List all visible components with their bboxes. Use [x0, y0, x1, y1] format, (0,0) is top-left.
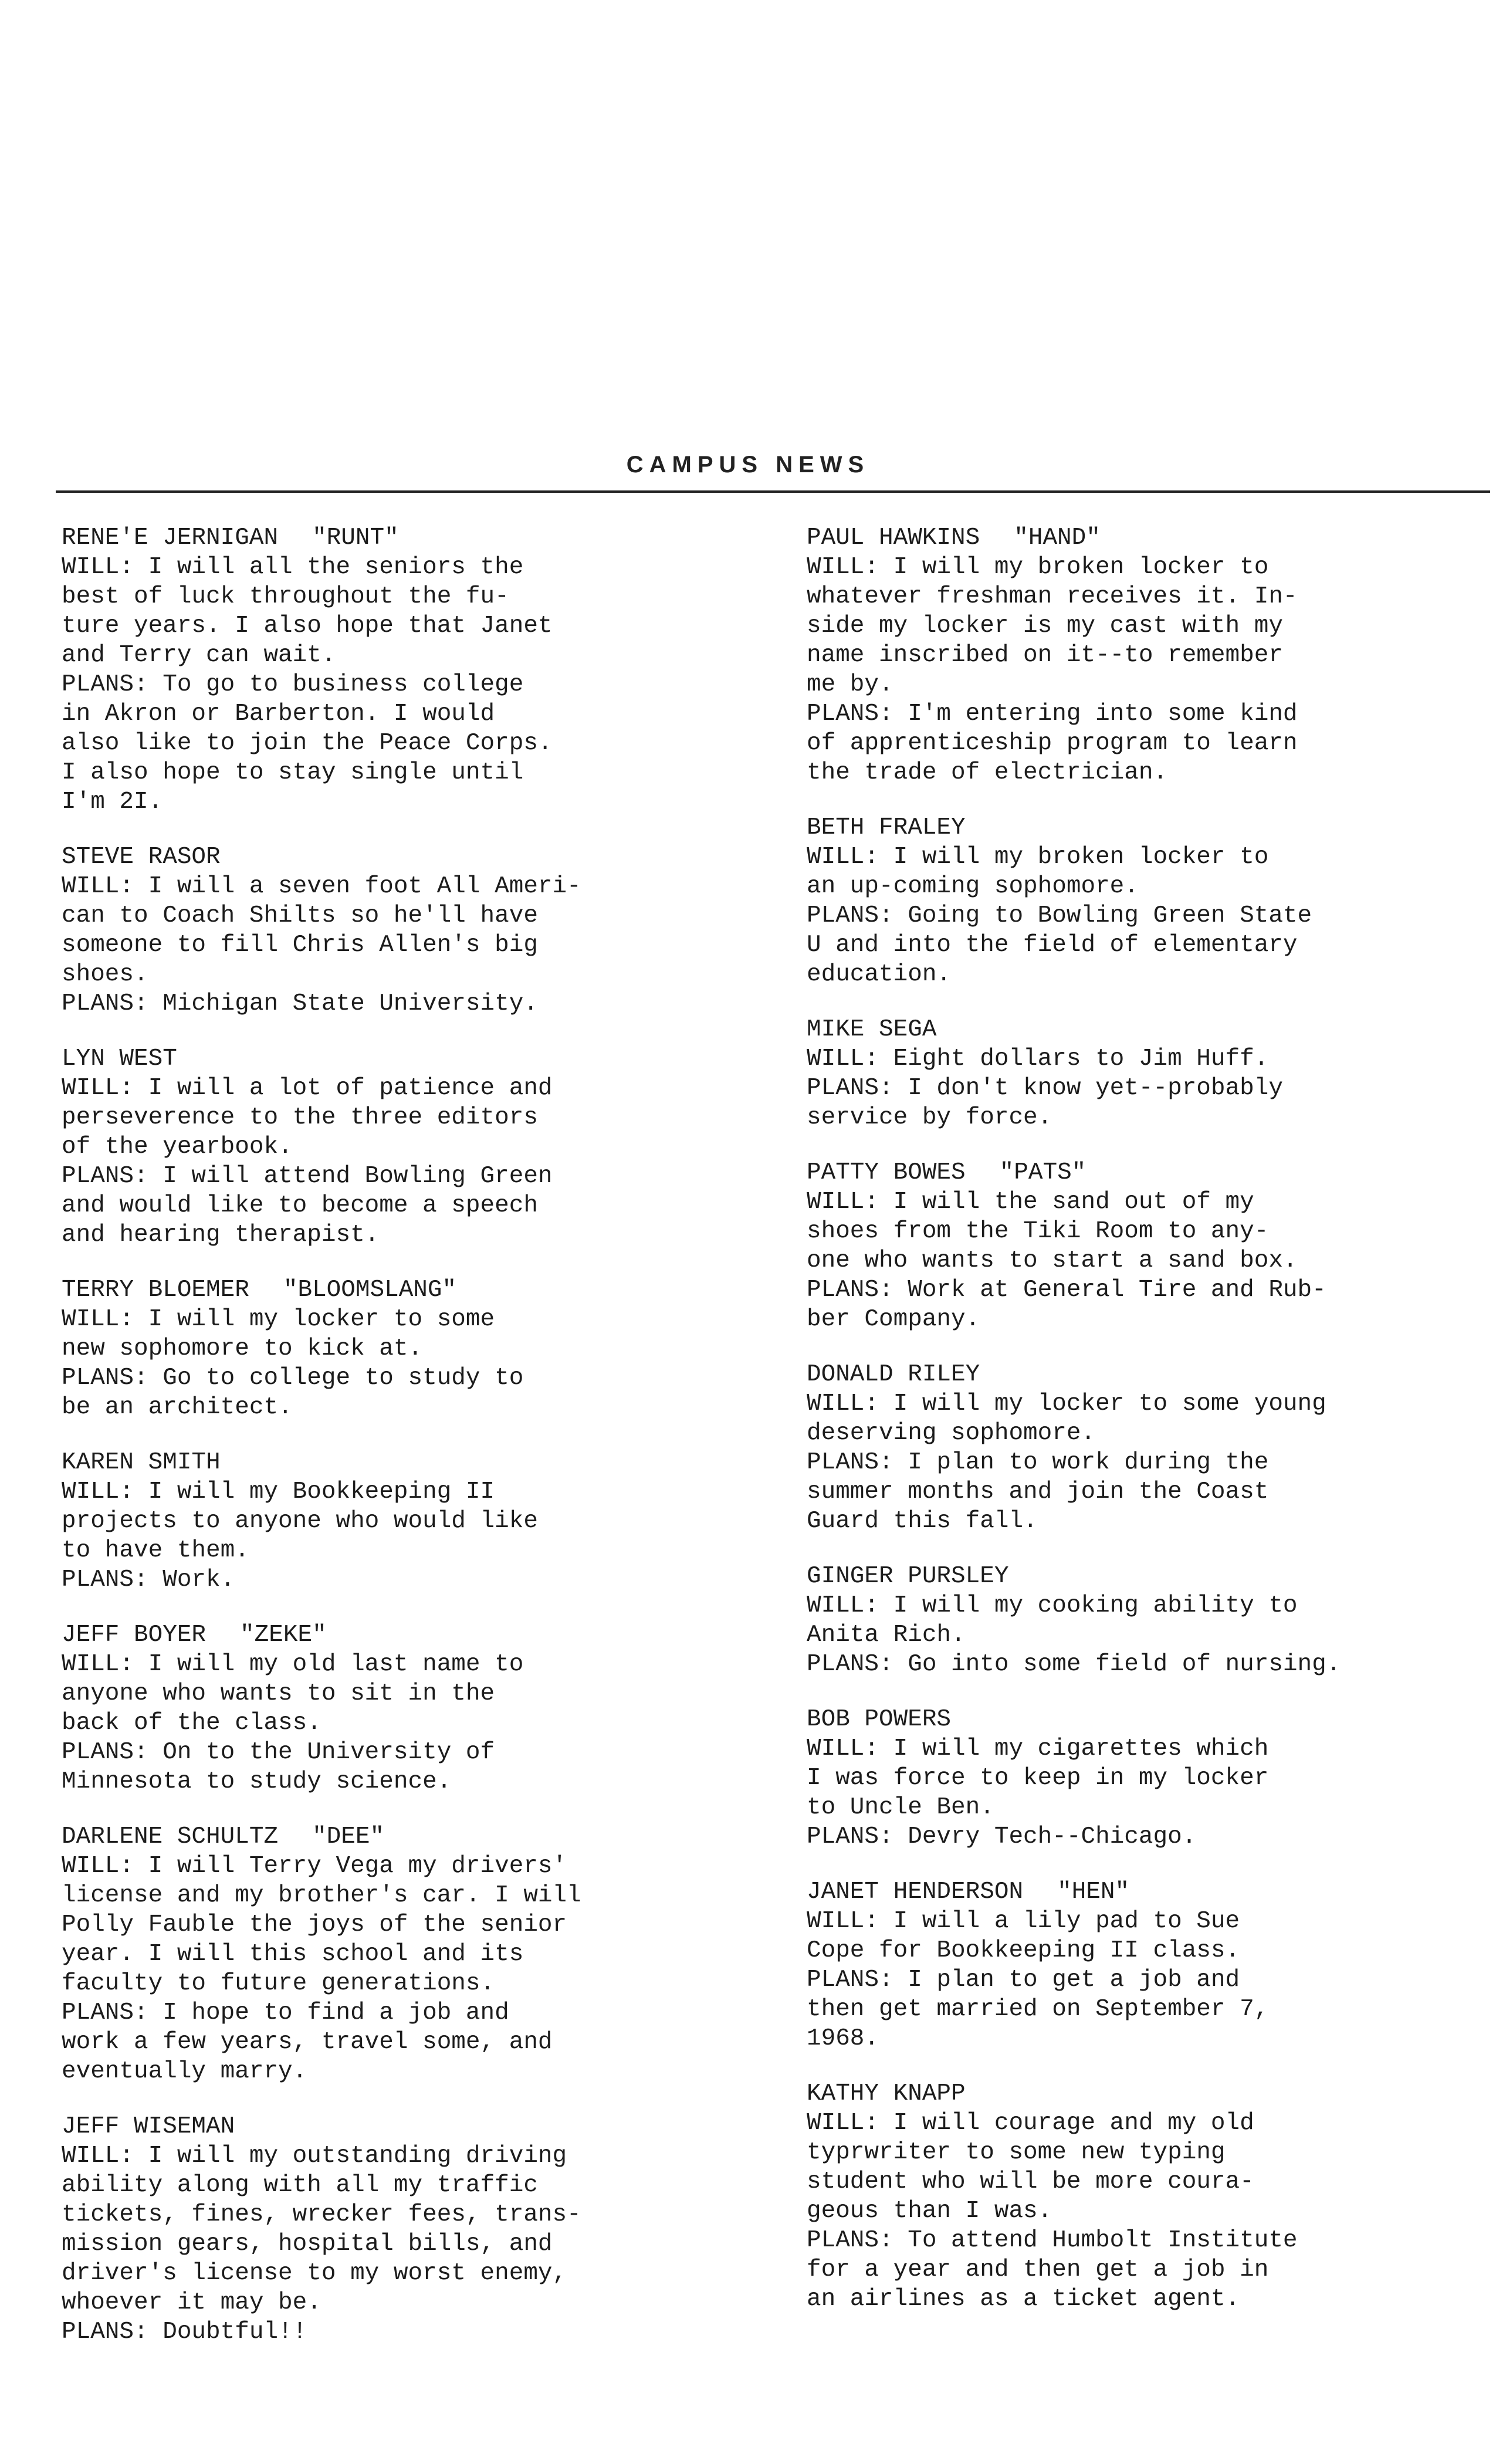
- senior-entry: [62, 2112, 754, 2347]
- senior-name: BETH FRALEY: [807, 814, 966, 841]
- entry-text-line: side my locker is my cast with my: [807, 612, 1283, 639]
- senior-entry: [807, 1015, 1496, 1132]
- entry-text-line: the trade of electrician.: [807, 759, 1168, 786]
- entry-text-line: ability along with all my traffic: [62, 2172, 538, 2199]
- entry-text-line: perseverence to the three editors: [62, 1104, 538, 1131]
- entry-text-line: to Uncle Ben.: [807, 1794, 994, 1821]
- entry-text-line: be an architect.: [62, 1394, 293, 1421]
- entry-text-line: Minnesota to study science.: [62, 1768, 452, 1795]
- entry-text-line: me by.: [807, 671, 893, 698]
- entry-text-line: WILL: I will my locker to some young: [807, 1390, 1326, 1417]
- entry-text-line: WILL: I will a lot of patience and: [62, 1075, 553, 1102]
- senior-entry: [807, 1562, 1496, 1679]
- senior-name-line: [62, 842, 754, 872]
- senior-name: KAREN SMITH: [62, 1449, 221, 1476]
- entry-text-line: can to Coach Shilts so he'll have: [62, 902, 538, 929]
- entry-text-line: WILL: I will my outstanding driving: [62, 2143, 567, 2169]
- entry-text-line: shoes.: [62, 961, 148, 988]
- senior-name-line: [807, 1360, 1496, 1389]
- entry-text-line: and hearing therapist.: [62, 1221, 380, 1248]
- senior-nickname: "RUNT": [312, 524, 399, 551]
- entry-text-line: PLANS: I hope to find a job and: [62, 1999, 509, 2026]
- entry-text-line: anyone who wants to sit in the: [62, 1680, 495, 1707]
- entry-text-line: WILL: I will courage and my old: [807, 2110, 1254, 2137]
- entry-text-line: tickets, fines, wrecker fees, trans-: [62, 2201, 581, 2228]
- senior-entry: [807, 523, 1496, 787]
- entry-text-line: WILL: I will my Bookkeeping II: [62, 1478, 495, 1505]
- senior-name-line: [62, 1822, 754, 1852]
- entry-text-line: WILL: I will a lily pad to Sue: [807, 1908, 1240, 1935]
- senior-entry: [62, 523, 754, 817]
- senior-name-line: [807, 1877, 1496, 1907]
- page-header: CAMPUS NEWS: [626, 452, 870, 478]
- senior-name: GINGER PURSLEY: [807, 1563, 1009, 1590]
- entry-text-line: PLANS: Michigan State University.: [62, 990, 538, 1017]
- senior-nickname: "ZEKE": [240, 1622, 327, 1649]
- entry-text-line: geous than I was.: [807, 2198, 1052, 2225]
- entry-text-line: WILL: I will my broken locker to: [807, 554, 1269, 581]
- senior-name-line: [807, 1158, 1496, 1187]
- senior-name: JEFF WISEMAN: [62, 2113, 235, 2140]
- entry-text-line: PLANS: Devry Tech--Chicago.: [807, 1823, 1197, 1850]
- entry-text-line: Polly Fauble the joys of the senior: [62, 1911, 567, 1938]
- entry-text-line: PLANS: I plan to work during the: [807, 1449, 1269, 1476]
- entry-text-line: WILL: I will my cooking ability to: [807, 1592, 1298, 1619]
- entry-text-line: WILL: I will a seven foot All Ameri-: [62, 873, 581, 900]
- senior-nickname: "HEN": [1057, 1879, 1130, 1905]
- senior-nickname: "DEE": [312, 1823, 385, 1850]
- entry-text-line: I was force to keep in my locker: [807, 1765, 1269, 1792]
- entry-text-line: education.: [807, 961, 952, 988]
- senior-name: DONALD RILEY: [807, 1361, 980, 1388]
- entry-text-line: then get married on September 7,: [807, 1996, 1269, 2023]
- senior-name: JEFF BOYER: [62, 1622, 207, 1649]
- entry-text-line: I also hope to stay single until: [62, 759, 524, 786]
- senior-name: PAUL HAWKINS: [807, 524, 980, 551]
- entry-text-line: student who will be more coura-: [807, 2168, 1254, 2195]
- entry-text-line: WILL: I will my old last name to: [62, 1651, 524, 1678]
- entry-text-line: PLANS: Going to Bowling Green State: [807, 902, 1312, 929]
- entry-text-line: ber Company.: [807, 1306, 980, 1333]
- entry-text-line: typrwriter to some new typing: [807, 2139, 1226, 2166]
- left-column: [62, 523, 754, 2372]
- entry-text-line: Anita Rich.: [807, 1622, 966, 1649]
- entry-text-line: WILL: I will the sand out of my: [807, 1189, 1254, 1216]
- entry-text-line: PLANS: I plan to get a job and: [807, 1967, 1240, 1993]
- entry-text-line: WILL: I will Terry Vega my drivers': [62, 1853, 567, 1880]
- senior-nickname: "BLOOMSLANG": [283, 1277, 457, 1304]
- senior-name-line: [62, 1448, 754, 1477]
- entry-text-line: someone to fill Chris Allen's big: [62, 932, 538, 959]
- entry-text-line: whoever it may be.: [62, 2289, 321, 2316]
- entry-text-line: PLANS: I'm entering into some kind: [807, 700, 1298, 727]
- senior-name: STEVE RASOR: [62, 844, 221, 871]
- senior-name-line: [807, 1562, 1496, 1591]
- senior-entry: [62, 1822, 754, 2086]
- entry-text-line: WILL: I will my broken locker to: [807, 844, 1269, 871]
- senior-name-line: [807, 2079, 1496, 2108]
- entry-text-line: Cope for Bookkeeping II class.: [807, 1937, 1240, 1964]
- entry-text-line: PLANS: Go into some field of nursing.: [807, 1651, 1341, 1678]
- header-rule: [56, 490, 1490, 493]
- entry-text-line: and would like to become a speech: [62, 1192, 538, 1219]
- entry-text-line: faculty to future generations.: [62, 1970, 495, 1997]
- entry-text-line: also like to join the Peace Corps.: [62, 730, 553, 757]
- entry-text-line: projects to anyone who would like: [62, 1508, 538, 1535]
- senior-name-line: [807, 1705, 1496, 1734]
- entry-text-line: in Akron or Barberton. I would: [62, 700, 495, 727]
- entry-text-line: 1968.: [807, 2025, 879, 2052]
- senior-name: LYN WEST: [62, 1045, 177, 1072]
- entry-text-line: mission gears, hospital bills, and: [62, 2231, 553, 2257]
- entry-text-line: name inscribed on it--to remember: [807, 642, 1283, 669]
- entry-text-line: one who wants to start a sand box.: [807, 1247, 1298, 1274]
- senior-entry: [807, 1877, 1496, 2053]
- entry-text-line: I'm 2I.: [62, 788, 163, 815]
- senior-name: JANET HENDERSON: [807, 1879, 1024, 1905]
- senior-name: MIKE SEGA: [807, 1016, 937, 1043]
- senior-entry: [807, 1158, 1496, 1334]
- entry-text-line: PLANS: To attend Humbolt Institute: [807, 2227, 1298, 2254]
- right-column: [807, 523, 1496, 2340]
- entry-text-line: eventually marry.: [62, 2058, 307, 2085]
- entry-text-line: of the yearbook.: [62, 1133, 293, 1160]
- entry-text-line: shoes from the Tiki Room to any-: [807, 1218, 1269, 1245]
- senior-name: BOB POWERS: [807, 1706, 952, 1733]
- entry-text-line: whatever freshman receives it. In-: [807, 583, 1298, 610]
- senior-name-line: [807, 1015, 1496, 1044]
- entry-text-line: PLANS: Work.: [62, 1566, 235, 1593]
- senior-name-line: [62, 2112, 754, 2141]
- senior-entry: [62, 1448, 754, 1595]
- entry-text-line: summer months and join the Coast: [807, 1478, 1269, 1505]
- senior-entry: [62, 1620, 754, 1796]
- entry-text-line: U and into the field of elementary: [807, 932, 1298, 959]
- entry-text-line: deserving sophomore.: [807, 1420, 1096, 1447]
- entry-text-line: PLANS: Work at General Tire and Rub-: [807, 1277, 1326, 1304]
- senior-name: KATHY KNAPP: [807, 2080, 966, 2107]
- entry-text-line: WILL: I will my locker to some: [62, 1306, 495, 1333]
- senior-name-line: [62, 1275, 754, 1305]
- entry-text-line: new sophomore to kick at.: [62, 1335, 423, 1362]
- entry-text-line: of apprenticeship program to learn: [807, 730, 1298, 757]
- senior-nickname: "PATS": [999, 1159, 1087, 1186]
- entry-text-line: WILL: Eight dollars to Jim Huff.: [807, 1045, 1269, 1072]
- senior-name: RENE'E JERNIGAN: [62, 524, 279, 551]
- entry-text-line: best of luck throughout the fu-: [62, 583, 509, 610]
- senior-name-line: [807, 523, 1496, 553]
- entry-text-line: Guard this fall.: [807, 1508, 1038, 1535]
- senior-entry: [807, 813, 1496, 989]
- senior-entry: [807, 1705, 1496, 1852]
- entry-text-line: PLANS: I will attend Bowling Green: [62, 1163, 553, 1190]
- entry-text-line: year. I will this school and its: [62, 1941, 524, 1968]
- senior-name: DARLENE SCHULTZ: [62, 1823, 279, 1850]
- entry-text-line: WILL: I will all the seniors the: [62, 554, 524, 581]
- entry-text-line: service by force.: [807, 1104, 1052, 1131]
- entry-text-line: PLANS: To go to business college: [62, 671, 524, 698]
- entry-text-line: license and my brother's car. I will: [62, 1882, 581, 1909]
- senior-entry: [807, 2079, 1496, 2314]
- senior-entry: [807, 1360, 1496, 1536]
- entry-text-line: to have them.: [62, 1537, 249, 1564]
- entry-text-line: for a year and then get a job in: [807, 2256, 1269, 2283]
- entry-text-line: ture years. I also hope that Janet: [62, 612, 553, 639]
- entry-text-line: PLANS: Doubtful!!: [62, 2319, 307, 2345]
- senior-name: PATTY BOWES: [807, 1159, 966, 1186]
- entry-text-line: PLANS: On to the University of: [62, 1739, 495, 1766]
- senior-name-line: [62, 1044, 754, 1074]
- senior-entry: [62, 842, 754, 1018]
- entry-text-line: PLANS: Go to college to study to: [62, 1365, 524, 1392]
- senior-name-line: [807, 813, 1496, 842]
- senior-name-line: [62, 523, 754, 553]
- senior-entry: [62, 1275, 754, 1422]
- senior-name: TERRY BLOEMER: [62, 1277, 249, 1304]
- entry-text-line: driver's license to my worst enemy,: [62, 2260, 567, 2287]
- entry-text-line: back of the class.: [62, 1710, 321, 1737]
- entry-text-line: work a few years, travel some, and: [62, 2029, 553, 2056]
- senior-name-line: [62, 1620, 754, 1650]
- entry-text-line: WILL: I will my cigarettes which: [807, 1735, 1269, 1762]
- entry-text-line: an airlines as a ticket agent.: [807, 2286, 1240, 2313]
- entry-text-line: an up-coming sophomore.: [807, 873, 1139, 900]
- entry-text-line: PLANS: I don't know yet--probably: [807, 1075, 1283, 1102]
- senior-nickname: "HAND": [1014, 524, 1101, 551]
- entry-text-line: and Terry can wait.: [62, 642, 336, 669]
- senior-entry: [62, 1044, 754, 1250]
